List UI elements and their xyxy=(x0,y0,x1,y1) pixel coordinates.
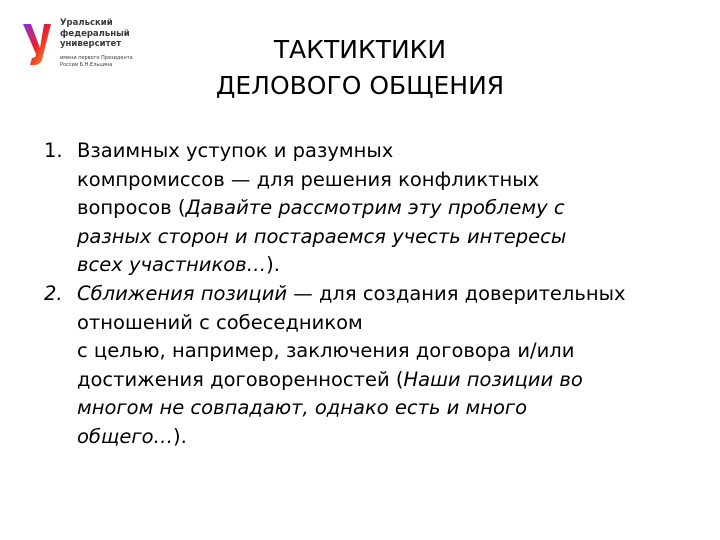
item-text-line: Взаимных уступок и разумных xyxy=(77,139,394,162)
list-item xyxy=(44,280,684,452)
italic-text: всех участников… xyxy=(77,253,267,277)
item-text-line: отношений с собеседником xyxy=(77,310,363,334)
plain-text: достижения договоренностей ( xyxy=(77,367,404,391)
plain-text: ). xyxy=(173,424,187,448)
list-item xyxy=(44,137,684,280)
item-number: 2. xyxy=(44,281,63,305)
logo-line-1: Уральский xyxy=(60,18,113,28)
item-text-line: компромиссов — для решения конфликтных xyxy=(77,167,540,191)
item-text-line: разных сторон и постараемся учесть интересы xyxy=(77,224,567,248)
logo-line-2: федеральный xyxy=(60,28,130,39)
logo-sub-line-2: России Б.Н.Ельцина xyxy=(60,62,113,68)
title-line-2: ДЕЛОВОГО ОБЩЕНИЯ xyxy=(215,71,505,100)
italic-text: Сближения позиций xyxy=(77,281,288,305)
item-text-line: с целью, например, заключения договора и/или xyxy=(77,339,575,363)
item-text-line xyxy=(77,366,684,395)
italic-text: Давайте рассмотрим эту проблему с xyxy=(185,196,565,220)
item-text-line xyxy=(77,280,684,309)
plain-text: — для создания доверительных xyxy=(287,281,626,305)
item-text-line xyxy=(77,251,684,280)
title-line-1: ТАКТИКТИКИ xyxy=(273,35,447,64)
logo-line-3: университет xyxy=(60,39,122,49)
slide-title xyxy=(0,32,720,104)
italic-text: Наши позиции во xyxy=(403,367,583,391)
item-text-line xyxy=(77,194,684,223)
tactics-list xyxy=(44,137,684,452)
item-text-line xyxy=(77,423,684,452)
logo-sub-line-1: имени первого Президента xyxy=(60,55,133,61)
plain-text: ). xyxy=(266,253,280,277)
italic-text: общего… xyxy=(77,424,173,448)
item-number: 1. xyxy=(44,139,63,162)
item-text-line: многом не совпадают, однако есть и много xyxy=(77,396,528,420)
plain-text: вопросов ( xyxy=(77,196,186,220)
